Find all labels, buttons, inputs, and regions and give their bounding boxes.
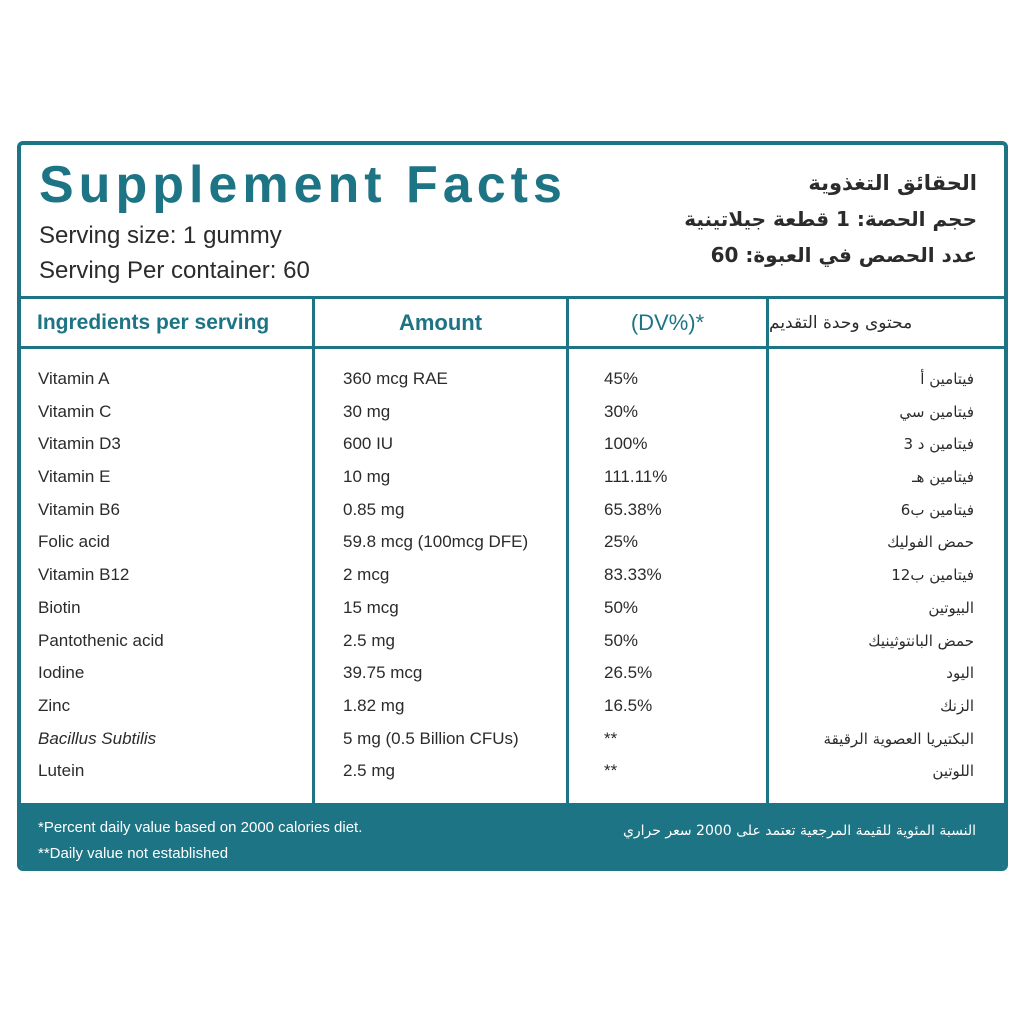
ingredient-amount: 15 mcg xyxy=(343,597,399,617)
table-row xyxy=(21,657,1004,690)
ingredient-name: Vitamin D3 xyxy=(38,434,121,454)
ingredient-name-arabic: فيتامين سي xyxy=(899,402,974,421)
ingredient-amount: 2 mcg xyxy=(343,565,390,585)
ingredient-dv: 100% xyxy=(604,434,648,454)
ingredient-name-arabic: الزنك xyxy=(940,696,974,715)
ingredient-dv: 83.33% xyxy=(604,565,662,585)
column-header-arabic: محتوى وحدة التقديم xyxy=(769,312,913,333)
page-title: Supplement Facts xyxy=(39,156,567,214)
table-row xyxy=(21,723,1004,756)
facts-header xyxy=(21,145,1004,297)
table-row xyxy=(21,755,1004,788)
column-header-divider xyxy=(21,346,1004,349)
ingredient-amount: 30 mg xyxy=(343,401,391,421)
ingredient-amount: 2.5 mg xyxy=(343,630,395,650)
ingredient-dv: ** xyxy=(604,761,618,781)
table-row xyxy=(21,494,1004,527)
serving-size: Serving size: 1 gummy xyxy=(39,222,282,249)
footnote-not-established: **Daily value not established xyxy=(38,845,229,862)
ingredient-dv: 30% xyxy=(604,401,639,421)
table-row xyxy=(21,592,1004,625)
ingredient-dv: 50% xyxy=(604,630,639,650)
table-row xyxy=(21,363,1004,396)
arabic-title: الحقائق التغذوية xyxy=(808,171,977,195)
table-row xyxy=(21,559,1004,592)
ingredient-amount: 59.8 mcg (100mcg DFE) xyxy=(343,532,529,552)
ingredient-name-arabic: فيتامين ب6 xyxy=(900,500,974,519)
ingredient-amount: 1.82 mg xyxy=(343,695,405,715)
ingredient-name-arabic: فيتامين ب12 xyxy=(891,566,974,585)
ingredient-amount: 5 mg (0.5 Billion CFUs) xyxy=(343,728,519,748)
ingredient-name-arabic: اللوتين xyxy=(932,762,974,781)
ingredient-amount: 39.75 mcg xyxy=(343,663,423,683)
ingredient-name-arabic: فيتامين د 3 xyxy=(903,435,974,454)
footnote-dv: *Percent daily value based on 2000 calories diet. xyxy=(38,819,363,836)
ingredient-dv: 25% xyxy=(604,532,639,552)
ingredient-amount: 10 mg xyxy=(343,467,391,487)
table-row xyxy=(21,461,1004,494)
ingredients-table xyxy=(21,363,1004,788)
ingredient-dv: ** xyxy=(604,728,618,748)
ingredient-name-arabic: فيتامين أ xyxy=(920,370,974,388)
ingredient-amount: 600 IU xyxy=(343,434,394,454)
ingredient-name-arabic: البكتيريا العصوية الرقيقة xyxy=(823,729,974,748)
supplement-facts-panel xyxy=(17,141,1008,871)
ingredient-name-arabic: فيتامين هـ xyxy=(912,468,974,487)
ingredient-name: Vitamin B12 xyxy=(38,565,130,585)
footnote-bar xyxy=(21,803,1004,871)
ingredient-dv: 26.5% xyxy=(604,663,653,683)
footnote-arabic: النسبة المئوية للقيمة المرجعية تعتمد على 2000 سعر حراري xyxy=(622,823,976,839)
arabic-serving-per-container: عدد الحصص في العبوة: 60 xyxy=(710,243,977,267)
ingredient-dv: 65.38% xyxy=(604,499,662,519)
ingredient-name: Folic acid xyxy=(38,532,110,552)
ingredient-dv: 111.11% xyxy=(604,467,668,487)
ingredient-name: Zinc xyxy=(38,695,71,715)
ingredient-dv: 50% xyxy=(604,597,639,617)
ingredient-name: Vitamin B6 xyxy=(38,499,120,519)
table-row xyxy=(21,690,1004,723)
column-header-dv: (DV%)* xyxy=(630,309,705,335)
ingredient-name: Lutein xyxy=(38,761,85,781)
ingredient-name-arabic: البيوتين xyxy=(928,598,974,617)
ingredient-name: Pantothenic acid xyxy=(38,630,164,650)
ingredient-dv: 45% xyxy=(604,369,639,388)
ingredient-name: Vitamin A xyxy=(38,369,110,388)
table-row xyxy=(21,625,1004,658)
table-row xyxy=(21,526,1004,559)
serving-per-container: Serving Per container: 60 xyxy=(39,257,310,284)
ingredient-name: Bacillus Subtilis xyxy=(38,728,157,748)
ingredient-name: Iodine xyxy=(38,663,85,683)
column-header-amount: Amount xyxy=(398,309,483,335)
table-row xyxy=(21,428,1004,461)
ingredient-amount: 0.85 mg xyxy=(343,499,405,519)
ingredient-dv: 16.5% xyxy=(604,695,653,715)
ingredient-name-arabic: اليود xyxy=(946,664,974,683)
column-header-ingredients: Ingredients per serving xyxy=(37,310,270,334)
ingredient-name: Vitamin E xyxy=(38,467,111,487)
ingredient-name-arabic: حمض الفوليك xyxy=(887,533,974,552)
ingredient-name-arabic: حمض البانتوثينيك xyxy=(868,631,974,650)
ingredient-name: Vitamin C xyxy=(38,401,112,421)
arabic-serving-size: حجم الحصة: 1 قطعة جيلاتينية xyxy=(684,207,977,231)
table-row xyxy=(21,396,1004,429)
ingredient-amount: 360 mcg RAE xyxy=(343,369,448,388)
ingredient-amount: 2.5 mg xyxy=(343,761,395,781)
ingredient-name: Biotin xyxy=(38,597,81,617)
